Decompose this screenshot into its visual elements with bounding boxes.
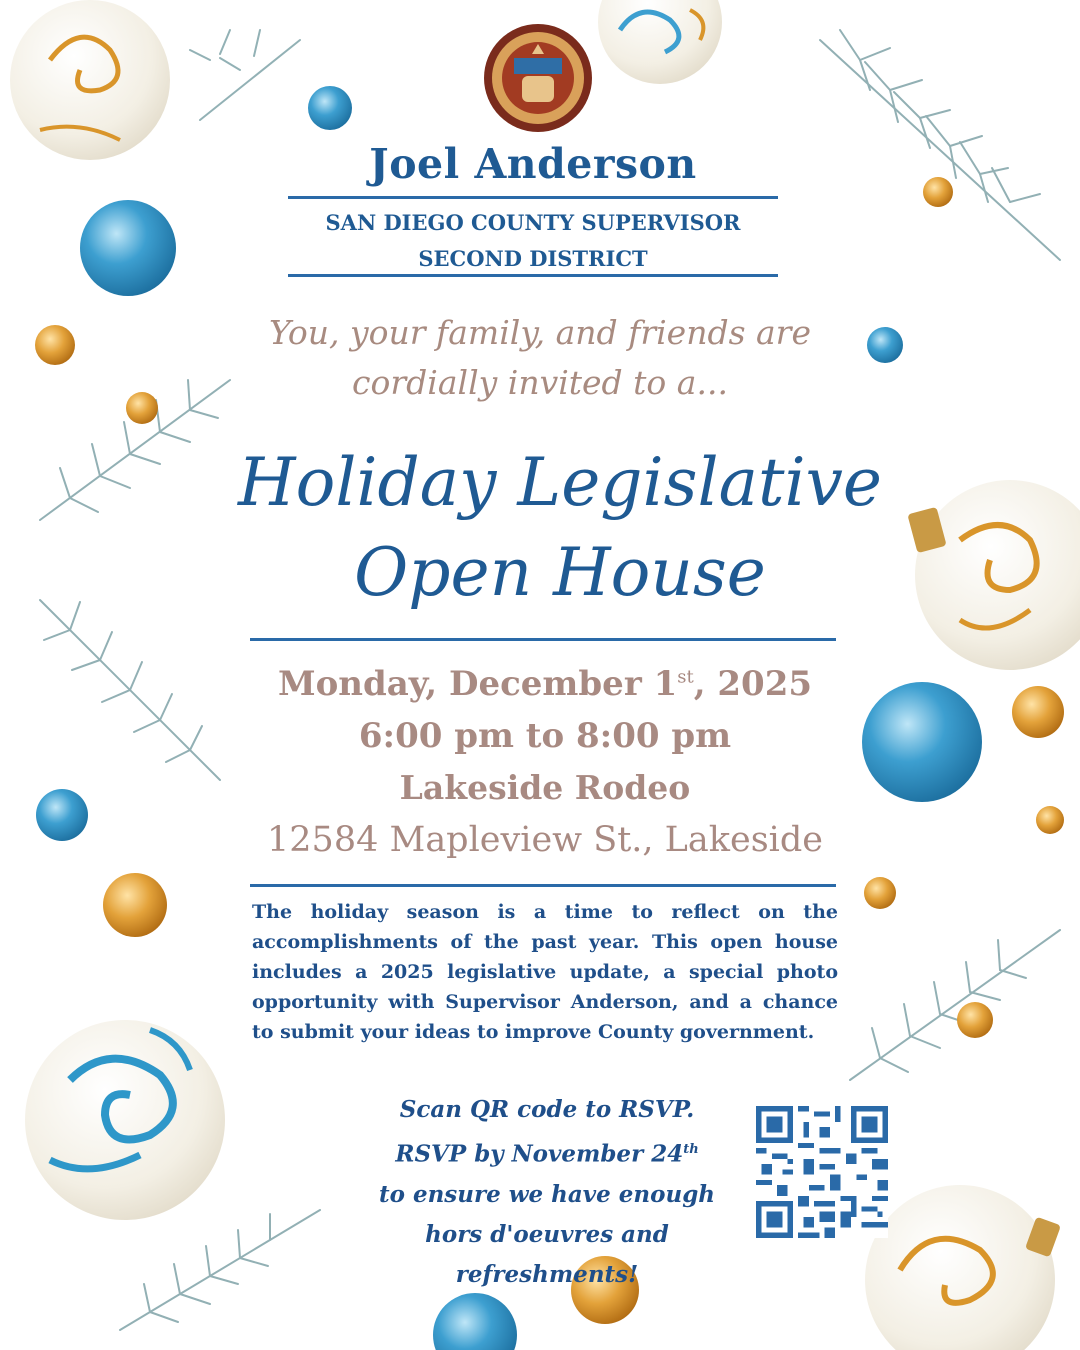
rsvp-line: hors d'oeuvres and refreshments! <box>425 1220 669 1288</box>
rsvp-instructions <box>352 1090 742 1295</box>
blue-ornament-icon <box>433 1293 517 1350</box>
gold-ornament-icon <box>923 177 953 207</box>
event-date <box>250 664 840 704</box>
gold-ornament-icon <box>126 392 158 424</box>
gold-ornament-icon <box>103 873 167 937</box>
event-date-ordinal: st <box>677 666 694 688</box>
pine-branch-icon <box>850 930 1060 1080</box>
glass-ornament-icon <box>598 0 722 84</box>
rsvp-deadline-text: RSVP by November 24 <box>395 1140 684 1168</box>
pine-branch-icon <box>820 30 1060 260</box>
divider <box>288 196 778 199</box>
gold-ornament-icon <box>1012 686 1064 738</box>
divider <box>250 638 836 641</box>
invitation-line: cordially invited to a... <box>352 363 728 402</box>
glass-ornament-icon <box>865 1185 1061 1350</box>
blue-ornament-icon <box>862 682 982 802</box>
pine-branch-icon <box>190 30 300 120</box>
qr-code-icon[interactable] <box>756 1106 888 1238</box>
invitation-text <box>200 308 880 408</box>
blue-ornament-icon <box>36 789 88 841</box>
gold-ornament-icon <box>864 877 896 909</box>
supervisor-name: Joel Anderson <box>369 140 697 188</box>
rsvp-deadline-ordinal: th <box>683 1142 699 1157</box>
event-time: 6:00 pm to 8:00 pm <box>358 716 732 756</box>
blue-ornament-icon <box>80 200 176 296</box>
pine-branch-icon <box>40 600 220 780</box>
divider <box>250 884 836 887</box>
blue-ornament-icon <box>308 86 352 130</box>
gold-ornament-icon <box>35 325 75 365</box>
event-title <box>200 438 920 618</box>
office-title: SAN DIEGO COUNTY SUPERVISOR <box>325 210 741 235</box>
gold-ornament-icon <box>1036 806 1064 834</box>
event-date-year: , 2025 <box>693 664 813 704</box>
invitation-line: You, your family, and friends are <box>269 313 811 352</box>
glass-ornament-icon <box>25 1020 225 1220</box>
event-venue: Lakeside Rodeo <box>399 768 691 807</box>
event-description: The holiday season is a time to reflect on the accomplishments of the past year. This open house includes a 2025 legislative update, a special photo opportunity with Supervisor Anderson, and a chance to submit your ideas to improve County government. <box>252 901 838 1043</box>
county-seal-icon <box>482 22 594 134</box>
gold-ornament-icon <box>957 1002 993 1038</box>
event-address: 12584 Mapleview St., Lakeside <box>267 820 823 860</box>
event-title-line: Holiday Legislative <box>238 444 882 521</box>
glass-ornament-icon <box>907 480 1080 670</box>
rsvp-deadline <box>352 1130 742 1175</box>
divider <box>288 274 778 277</box>
rsvp-line: to ensure we have enough <box>378 1180 716 1208</box>
rsvp-line: Scan QR code to RSVP. <box>399 1096 695 1123</box>
event-title-line: Open House <box>354 534 766 611</box>
district-title: SECOND DISTRICT <box>418 246 648 271</box>
event-date-main: Monday, December 1 <box>277 664 678 704</box>
pine-branch-icon <box>120 1210 320 1330</box>
glass-ornament-icon <box>10 0 170 160</box>
